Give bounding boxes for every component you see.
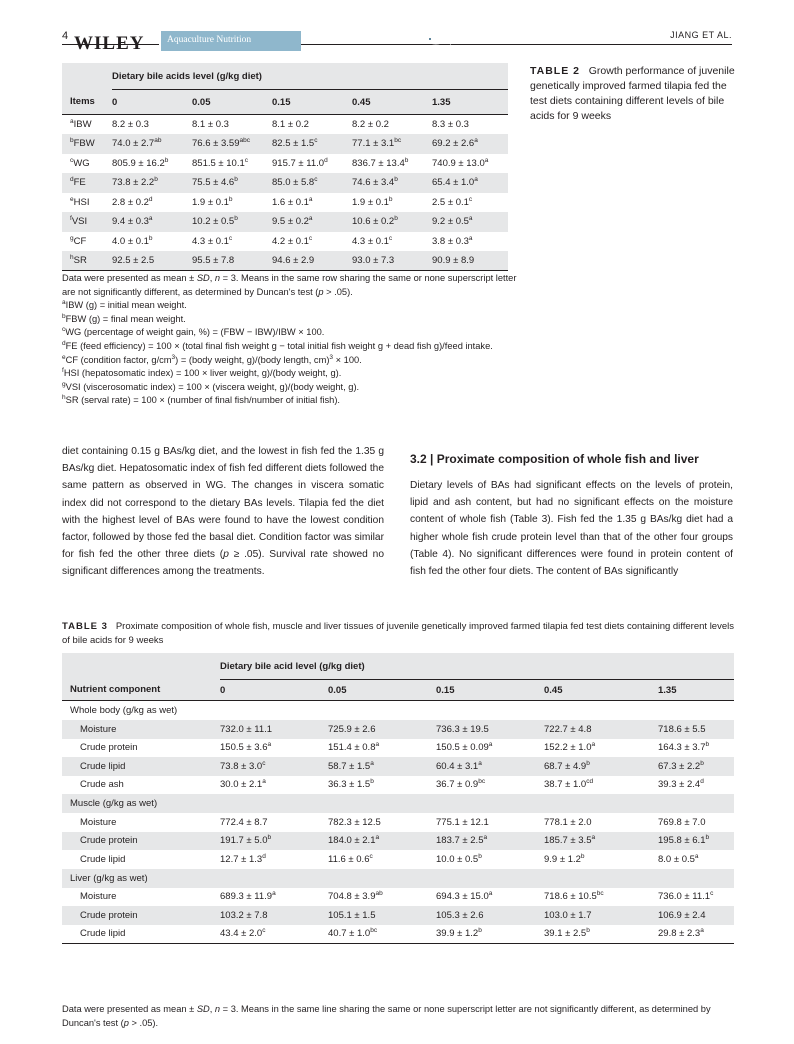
row-label: $^a$IBW	[70, 117, 92, 130]
table2-level-header: 0.15	[272, 90, 352, 115]
table-cell: 73.8 ± 3.0$^c$	[220, 759, 266, 772]
table-cell: 769.8 ± 7.0	[658, 816, 706, 828]
table-cell: 8.1 ± 0.2	[272, 119, 309, 130]
table-cell: 9.9 ± 1.2$^b$	[544, 852, 585, 865]
table-row	[62, 888, 734, 907]
table-cell: 1.9 ± 0.1$^b$	[192, 195, 233, 208]
table2-level-header: 0.05	[192, 90, 272, 115]
table-cell: 10.6 ± 0.2$^b$	[352, 215, 398, 228]
row-label: Crude protein	[80, 742, 138, 754]
table-cell: 103.0 ± 1.7	[544, 909, 592, 921]
table-row	[62, 720, 734, 739]
table-cell: 8.0 ± 0.5$^a$	[658, 852, 699, 865]
table-cell: 82.5 ± 1.5$^c$	[272, 137, 318, 150]
table2-label: TABLE 2	[530, 65, 580, 77]
table3-footnotes	[62, 1003, 734, 1030]
table-cell: 4.3 ± 0.1$^c$	[192, 234, 233, 247]
table-cell: 12.7 ± 1.3$^d$	[220, 852, 266, 865]
table-cell: 184.0 ± 2.1$^a$	[328, 834, 380, 847]
row-label: Moisture	[80, 816, 117, 828]
table-cell: 778.1 ± 2.0	[544, 816, 592, 828]
table-cell: 43.4 ± 2.0$^c$	[220, 925, 328, 944]
table-cell: 90.9 ± 8.9	[432, 251, 508, 271]
table-cell: 73.8 ± 2.2$^b$	[112, 176, 158, 189]
table2-footnote: $^a$IBW (g) = initial mean weight.	[62, 299, 187, 311]
table2-group-header: Dietary bile acids level (g/kg diet)	[112, 63, 508, 90]
row-label: Crude protein	[80, 835, 138, 847]
table-cell: 68.7 ± 4.9$^b$	[544, 759, 590, 772]
row-label: $^f$VSI	[70, 215, 88, 228]
table-cell: 772.4 ± 8.7	[220, 816, 268, 828]
table2-items-header: Items	[62, 90, 112, 115]
table3-level-header: 0.05	[328, 680, 436, 701]
table-cell: 8.2 ± 0.2	[352, 119, 389, 130]
table-cell: 93.0 ± 7.3	[352, 251, 432, 271]
table-cell: 694.3 ± 15.0$^a$	[436, 890, 493, 903]
row-label: Crude ash	[80, 779, 124, 791]
table3-level-header: 1.35	[658, 680, 734, 701]
table-cell: 775.1 ± 12.1	[436, 816, 489, 828]
table2-note-main: Data were presented as mean ± SD, n = 3. Means in the same row sharing the same or none superscript letter are not significantly different, as determined by Duncan's test (p > .05).	[62, 273, 517, 297]
table2-footnote: $^g$VSI (viscerosomatic index) = 100 × (viscera weight, g)/(body weight, g).	[62, 380, 360, 392]
row-label: $^h$SR	[62, 251, 112, 271]
section-heading: 3.2 | Proximate composition of whole fish and liver	[410, 452, 699, 466]
table-group-row	[62, 869, 734, 888]
table-3	[62, 653, 734, 944]
publisher-logo: WILEY	[74, 33, 145, 54]
table-2	[62, 63, 508, 271]
table-cell: 152.2 ± 1.0$^a$	[544, 741, 596, 754]
table-cell: 150.5 ± 0.09$^a$	[436, 741, 493, 754]
table-row	[62, 813, 734, 832]
table2-caption	[530, 64, 740, 124]
table-cell: 105.3 ± 2.6	[436, 909, 484, 921]
table-cell: 36.7 ± 0.9$^{bc}$	[436, 778, 486, 791]
row-label: $^d$FE	[70, 176, 86, 189]
table-cell: 85.0 ± 5.8$^c$	[272, 176, 318, 189]
table-cell: 8.3 ± 0.3	[432, 119, 469, 130]
table-cell: 36.3 ± 1.5$^b$	[328, 778, 374, 791]
table-cell: 736.0 ± 11.1$^c$	[658, 890, 714, 903]
table-cell: 191.7 ± 5.0$^b$	[220, 834, 272, 847]
table2-footnote: $^f$HSI (hepatosomatic index) = 100 × liver weight, g)/(body weight, g).	[62, 367, 342, 379]
table-cell: 95.5 ± 7.8	[192, 251, 272, 271]
body-text-right-column: Dietary levels of BAs had significant effects on the levels of protein, lipid and ash content, but had no significant effects on the moisture content of whole fish (Table 3). Fish fed the 1.35 g BAs/kg diet had a higher whole fish crude protein level than that of the other four groups (Table 4). No significant differences were found in protein content of fish fed the other four diets. The content of BAs significantly	[410, 480, 733, 578]
table-row	[62, 757, 734, 776]
table-cell: 1.9 ± 0.1$^b$	[352, 195, 393, 208]
table-cell: 164.3 ± 3.7$^b$	[658, 741, 710, 754]
table-cell: 195.8 ± 6.1$^b$	[658, 834, 710, 847]
table-cell: 1.6 ± 0.1$^a$	[272, 195, 313, 208]
running-head-authors: JIANG ET AL.	[670, 30, 732, 40]
table-row	[62, 832, 734, 851]
table-row	[62, 776, 734, 795]
row-label: Crude lipid	[80, 760, 126, 772]
table-row	[62, 134, 508, 154]
table-cell: 3.8 ± 0.3$^a$	[432, 234, 473, 247]
table-cell: 836.7 ± 13.4$^b$	[352, 156, 409, 169]
table-cell: 9.5 ± 0.2$^a$	[272, 215, 313, 228]
table-cell: 74.6 ± 3.4$^b$	[352, 176, 398, 189]
table-cell: 65.4 ± 1.0$^a$	[432, 176, 478, 189]
table-cell: 704.8 ± 3.9$^{ab}$	[328, 890, 383, 903]
table-cell: 8.1 ± 0.3	[192, 119, 229, 130]
table-cell: 77.1 ± 3.1$^{bc}$	[352, 137, 402, 150]
row-label: $^b$FBW	[70, 137, 95, 150]
row-label: Crude lipid	[62, 925, 220, 944]
table2-footnote: $^e$CF (condition factor, $g/cm^3$) = (body weight, g)/(body length, cm)$^3$ × 100.	[62, 353, 362, 365]
row-label: $^e$HSI	[70, 195, 90, 208]
table-cell: 851.5 ± 10.1$^c$	[192, 156, 249, 169]
table-row	[62, 115, 508, 135]
table2-footnote: $^d$FE (feed efficiency) = 100 × (total final fish weight g − total initial fish weight g + dead fish g)/feed intake.	[62, 339, 493, 351]
table-cell: 39.9 ± 1.2$^b$	[436, 925, 544, 944]
table-cell: 103.2 ± 7.8	[220, 909, 268, 921]
table-cell: 915.7 ± 11.0$^d$	[272, 156, 328, 169]
journal-banner	[159, 31, 301, 51]
table2-footnote: $^c$WG (percentage of weight gain, %) = (FBW − IBW)/IBW × 100.	[62, 326, 325, 338]
group-title: Liver (g/kg as wet)	[70, 872, 148, 884]
table-group-row	[62, 794, 734, 813]
table-cell: 38.7 ± 1.0$^{cd}$	[544, 778, 594, 791]
table3-group-header: Dietary bile acid level (g/kg diet)	[220, 653, 734, 680]
table-cell: 2.5 ± 0.1$^c$	[432, 195, 473, 208]
page-number: 4	[62, 30, 69, 42]
table-cell: 2.8 ± 0.2$^d$	[112, 195, 153, 208]
table-cell: 4.3 ± 0.1$^c$	[352, 234, 393, 247]
fish-icon	[423, 33, 451, 47]
table-cell: 736.3 ± 19.5	[436, 723, 489, 735]
table-cell: 732.0 ± 11.1	[220, 723, 273, 735]
table2-caption-text: Growth performance of juvenile genetically improved farmed tilapia fed the test diets containing different levels of bile acids for 9 weeks	[530, 65, 735, 122]
table-cell: 29.8 ± 2.3$^a$	[658, 925, 734, 944]
table-cell: 185.7 ± 3.5$^a$	[544, 834, 596, 847]
journal-name: Aquaculture Nutrition	[167, 35, 252, 45]
table-cell: 11.6 ± 0.6$^c$	[328, 852, 373, 865]
table-row	[62, 212, 508, 232]
table-cell: 69.2 ± 2.6$^a$	[432, 137, 478, 150]
row-label: Crude protein	[80, 909, 138, 921]
table-row	[62, 850, 734, 869]
table-cell: 805.9 ± 16.2$^b$	[112, 156, 169, 169]
table3-note-main: Data were presented as mean ± SD, n = 3. Means in the same line sharing the same or none superscript letter are not significantly different, as determined by Duncan's test (p > .05).	[62, 1004, 711, 1028]
table-cell: 9.2 ± 0.5$^a$	[432, 215, 473, 228]
table-cell: 10.2 ± 0.5$^b$	[192, 215, 238, 228]
table3-caption	[62, 620, 734, 648]
table3-caption-text: Proximate composition of whole fish, muscle and liver tissues of juvenile genetically improved farmed tilapia fed test diets containing different levels of bile acids for 9 weeks	[62, 621, 734, 646]
table-cell: 39.3 ± 2.4$^d$	[658, 778, 704, 791]
row-label: $^c$WG	[70, 156, 90, 169]
body-text-left-column: diet containing 0.15 g BAs/kg diet, and the lowest in fish fed the 1.35 g BAs/kg diet. Hepatosomatic index of fish fed different diets followed the same pattern as observed in WG. The changes in viscera somatic index did not correspond to the dietary BAs levels. Tilapia fed the diet with the highest level of BAs were found to have the lowest condition factor, followed by those fed the basal diet. Condition factor was similar for fish fed the other three diets (p ≥ .05). Survival rate showed no significant differences among the treatments.	[62, 446, 385, 578]
table-row	[62, 193, 508, 213]
table-row	[62, 173, 508, 193]
table-cell: 30.0 ± 2.1$^a$	[220, 778, 266, 791]
table-cell: 150.5 ± 3.6$^a$	[220, 741, 272, 754]
table-cell: 4.2 ± 0.1$^c$	[272, 234, 313, 247]
table2-footnote: $^h$SR (serval rate) = 100 × (number of final fish/number of initial fish).	[62, 394, 341, 406]
table-cell: 183.7 ± 2.5$^a$	[436, 834, 488, 847]
table3-nutrient-header: Nutrient component	[62, 680, 220, 701]
table2-level-header: 0.45	[352, 90, 432, 115]
row-label: Moisture	[80, 891, 117, 903]
table-cell: 39.1 ± 2.5$^b$	[544, 925, 658, 944]
table2-level-header: 0	[112, 90, 192, 115]
table-cell: 725.9 ± 2.6	[328, 723, 376, 735]
table-cell: 718.6 ± 5.5	[658, 723, 706, 735]
table-cell: 92.5 ± 2.5	[112, 251, 192, 271]
table-cell: 782.3 ± 12.5	[328, 816, 381, 828]
table-cell: 722.7 ± 4.8	[544, 723, 592, 735]
table-cell: 9.4 ± 0.3$^a$	[112, 215, 153, 228]
table-cell: 740.9 ± 13.0$^a$	[432, 156, 489, 169]
table-cell: 106.9 ± 2.4	[658, 909, 706, 921]
table-row	[62, 154, 508, 174]
table2-footnote: $^b$FBW (g) = final mean weight.	[62, 312, 186, 324]
group-title: Whole body (g/kg as wet)	[70, 705, 178, 716]
table2-level-header: 1.35	[432, 90, 508, 115]
table2-footnotes	[62, 272, 522, 408]
row-label: Crude lipid	[80, 853, 126, 865]
table-cell: 718.6 ± 10.5$^{bc}$	[544, 890, 604, 903]
table-row	[62, 906, 734, 925]
table-cell: 40.7 ± 1.0$^{bc}$	[328, 925, 436, 944]
group-title: Muscle (g/kg as wet)	[70, 798, 158, 809]
table-cell: 67.3 ± 2.2$^b$	[658, 759, 704, 772]
table-cell: 75.5 ± 4.6$^b$	[192, 176, 238, 189]
table-cell: 4.0 ± 0.1$^b$	[112, 234, 153, 247]
table3-label: TABLE 3	[62, 621, 108, 632]
table-row	[62, 739, 734, 758]
table-row	[62, 925, 734, 944]
table-cell: 689.3 ± 11.9$^a$	[220, 890, 276, 903]
table-cell: 8.2 ± 0.3	[112, 119, 149, 130]
table3-level-header: 0.45	[544, 680, 658, 701]
table-cell: 58.7 ± 1.5$^a$	[328, 759, 374, 772]
table-cell: 10.0 ± 0.5$^b$	[436, 852, 482, 865]
table-row	[62, 232, 508, 252]
table-cell: 94.6 ± 2.9	[272, 251, 352, 271]
table3-level-header: 0	[220, 680, 328, 701]
row-label: $^g$CF	[70, 234, 87, 247]
table-cell: 60.4 ± 3.1$^a$	[436, 759, 482, 772]
table-cell: 76.6 ± 3.59$^{abc}$	[192, 137, 250, 150]
table-group-row	[62, 701, 734, 721]
table-cell: 74.0 ± 2.7$^{ab}$	[112, 137, 162, 150]
table-row	[62, 251, 508, 271]
table3-level-header: 0.15	[436, 680, 544, 701]
table-cell: 151.4 ± 0.8$^a$	[328, 741, 380, 754]
row-label: Moisture	[80, 723, 117, 735]
table-cell: 105.1 ± 1.5	[328, 909, 376, 921]
